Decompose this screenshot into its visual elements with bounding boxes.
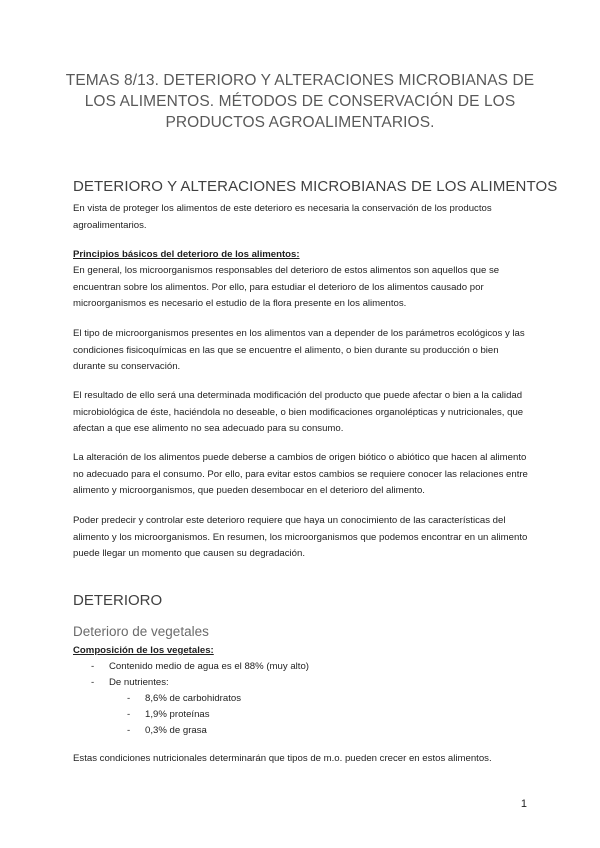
paragraph-1: En general, los microorganismos responsables del deterioro de estos alimentos son aquellos que se encuentran sobre los alimentos. Por ello, para estudiar el deterioro de los alimentos causado por microorganismos es necesario el estudio de la flora presente en los alimentos. — [73, 265, 500, 310]
paragraph-2: El tipo de microorganismos presentes en los alimentos van a depender de los parámetros ecológicos y las condiciones fisicoquímicas en las que se encuentre el alimento, o bien durante su producción o bien durante su conservación. — [73, 328, 525, 373]
list-bullet: - — [127, 693, 131, 704]
paragraph-3: El resultado de ello será una determinada modificación del producto que puede afectar o bien a la calidad microbiológica de éste, haciéndola no deseable, o bien modificaciones organolépticas y nutricionales, que afectan a que ese alimento no sea adecuado para su consumo. — [73, 390, 524, 435]
paragraph-4: La alteración de los alimentos puede deberse a cambios de origen biótico o abiótico que hacen al alimento no adecuado para el consumo. Por ello, para evitar estos cambios se requiere conocer las relaciones entre alimento y microorganismos, que pueden desembocar en el deterioro del alimento. — [73, 452, 528, 497]
section-heading-deterioro-alteraciones: DETERIORO Y ALTERACIONES MICROBIANAS DE LOS ALIMENTOS — [73, 178, 558, 195]
intro-paragraph: En vista de proteger los alimentos de este deterioro es necesaria la conservación de los productos agroalimentarios. — [73, 203, 492, 231]
principles-heading: Principios básicos del deterioro de los alimentos: — [73, 249, 300, 260]
list-item: 0,3% de grasa — [145, 725, 207, 736]
closing-paragraph: Estas condiciones nutricionales determinarán que tipos de m.o. pueden crecer en estos alimentos. — [73, 753, 492, 764]
list-item: 8,6% de carbohidratos — [145, 693, 241, 704]
list-bullet: - — [127, 725, 131, 736]
list-item: 1,9% proteínas — [145, 709, 210, 720]
composition-heading: Composición de los vegetales: — [73, 645, 214, 656]
list-item: Contenido medio de agua es el 88% (muy alto) — [109, 661, 309, 672]
list-bullet: - — [127, 709, 131, 720]
list-bullet: - — [91, 661, 95, 672]
document-title: TEMAS 8/13. DETERIORO Y ALTERACIONES MICROBIANAS DE LOS ALIMENTOS. MÉTODOS DE CONSERVACIÓN DE LOS PRODUCTOS AGROALIMENTARIOS. — [65, 72, 535, 131]
list-bullet: - — [91, 677, 95, 688]
section-heading-deterioro: DETERIORO — [73, 592, 163, 609]
list-item: De nutrientes: — [109, 677, 169, 688]
subheading-deterioro-vegetales: Deterioro de vegetales — [73, 624, 209, 639]
page-number: 1 — [520, 798, 527, 810]
paragraph-5: Poder predecir y controlar este deterioro requiere que haya un conocimiento de las características del alimento y los microorganismos. En resumen, los microorganismos que podemos encontrar en un alimento puede llegar un momento que causen su degradación. — [73, 515, 528, 560]
